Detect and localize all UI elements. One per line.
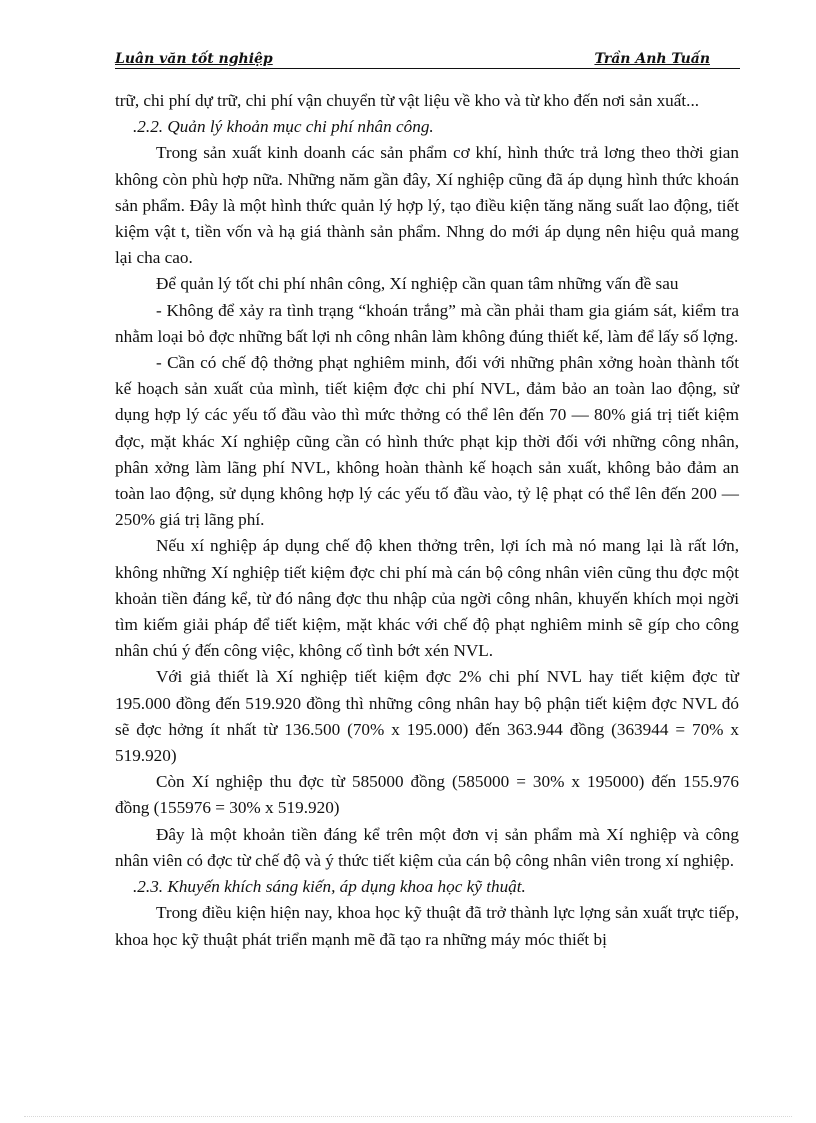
paragraph: Để quản lý tốt chi phí nhân công, Xí nghiệp cần quan tâm những vấn đề sau bbox=[156, 274, 679, 294]
paragraph: Đây là một khoản tiền đáng kể trên một đơn vị sản phẩm mà Xí nghiệp và công nhân viên có đợc từ chế độ và ý thức tiết kiệm của cán bộ công nhân viên trong xí nghiệp. bbox=[115, 824, 739, 870]
section-heading-2-2: .2.2. Quản lý khoản mục chi phí nhân công. bbox=[133, 117, 434, 137]
paragraph: Nếu xí nghiệp áp dụng chế độ khen thởng trên, lợi ích mà nó mang lại là rất lớn, không những Xí nghiệp tiết kiệm đợc chi phí mà cán bộ công nhân viên cũng thu đợc một khoản tiền đáng kể, từ đó nâng đợc thu nhập của ngời công nhân, khuyến khích mọi ngời tìm kiếm giải pháp để tiết kiệm, mặt khác với chế độ phạt nghiêm minh sẽ gíp cho công nhân chú ý đến công việc, không cố tình bớt xén NVL. bbox=[115, 536, 739, 661]
paragraph-continuation: trữ, chi phí dự trữ, chi phí vận chuyển từ vật liệu về kho và từ kho đến nơi sản xuất... bbox=[115, 91, 700, 110]
header-author-name: Trần Anh Tuấn bbox=[594, 51, 710, 67]
paragraph: Trong sản xuất kinh doanh các sản phẩm cơ khí, hình thức trả lơng theo thời gian không còn phù hợp nữa. Những năm gần đây, Xí nghiệp cũng đã áp dụng hình thức khoán sản phẩm. Đây là một hình thức quản lý hợp lý, tạo điều kiện tăng năng suất lao động, tiết kiệm vật t, tiền vốn và hạ giá thành sản phẩm. Nhng do mới áp dụng nên hiệu quả mang lại cha cao. bbox=[115, 143, 739, 268]
page-bottom-border bbox=[24, 1116, 792, 1117]
paragraph: Còn Xí nghiệp thu đợc từ 585000 đồng (585000 = 30% x 195000) đến 155.976 đồng (155976 = 30% x 519.920) bbox=[115, 772, 739, 818]
header-thesis-title: Luân văn tốt nghiệp bbox=[115, 51, 273, 67]
document-body bbox=[115, 88, 739, 953]
paragraph: Trong điều kiện hiện nay, khoa học kỹ thuật đã trở thành lực lợng sản xuất trực tiếp, khoa học kỹ thuật phát triển mạnh mẽ đã tạo ra những máy móc thiết bị bbox=[115, 903, 739, 949]
paragraph: Với giả thiết là Xí nghiệp tiết kiệm đợc 2% chi phí NVL hay tiết kiệm đợc từ 195.000 đồng đến 519.920 đồng thì những công nhân hay bộ phận tiết kiệm đợc NVL đó sẽ đợc hởng ít nhất từ 136.500 (70% x 195.000) đến 363.944 đồng (363944 = 70% x 519.920) bbox=[115, 667, 739, 766]
page-header bbox=[115, 48, 740, 69]
section-heading-2-3: .2.3. Khuyến khích sáng kiến, áp dụng khoa học kỹ thuật. bbox=[133, 877, 526, 897]
list-item: - Không để xảy ra tình trạng “khoán trắng” mà cần phải tham gia giám sát, kiểm tra nhằm loại bỏ đợc những bất lợi nh công nhân làm không đúng thiết kế, làm để lấy số lợng. bbox=[115, 300, 739, 346]
list-item: - Cần có chế độ thởng phạt nghiêm minh, đối với những phân xởng hoàn thành tốt kế hoạch sản xuất của mình, tiết kiệm đợc chi phí NVL, đảm bảo an toàn lao động, sử dụng hợp lý các yếu tố đầu vào thì mức thởng có thể lên đến 70 — 80% giá trị tiết kiệm đợc, mặt khác Xí nghiệp cũng cần có hình thức phạt kịp thời đối với những công nhân, phân xởng làm lãng phí NVL, không hoàn thành kế hoạch sản xuất, không bảo đảm an toàn lao động, sử dụng không hợp lý các yếu tố đầu vào, tỷ lệ phạt có thể lên đến 200 — 250% giá trị lãng phí. bbox=[115, 353, 739, 530]
